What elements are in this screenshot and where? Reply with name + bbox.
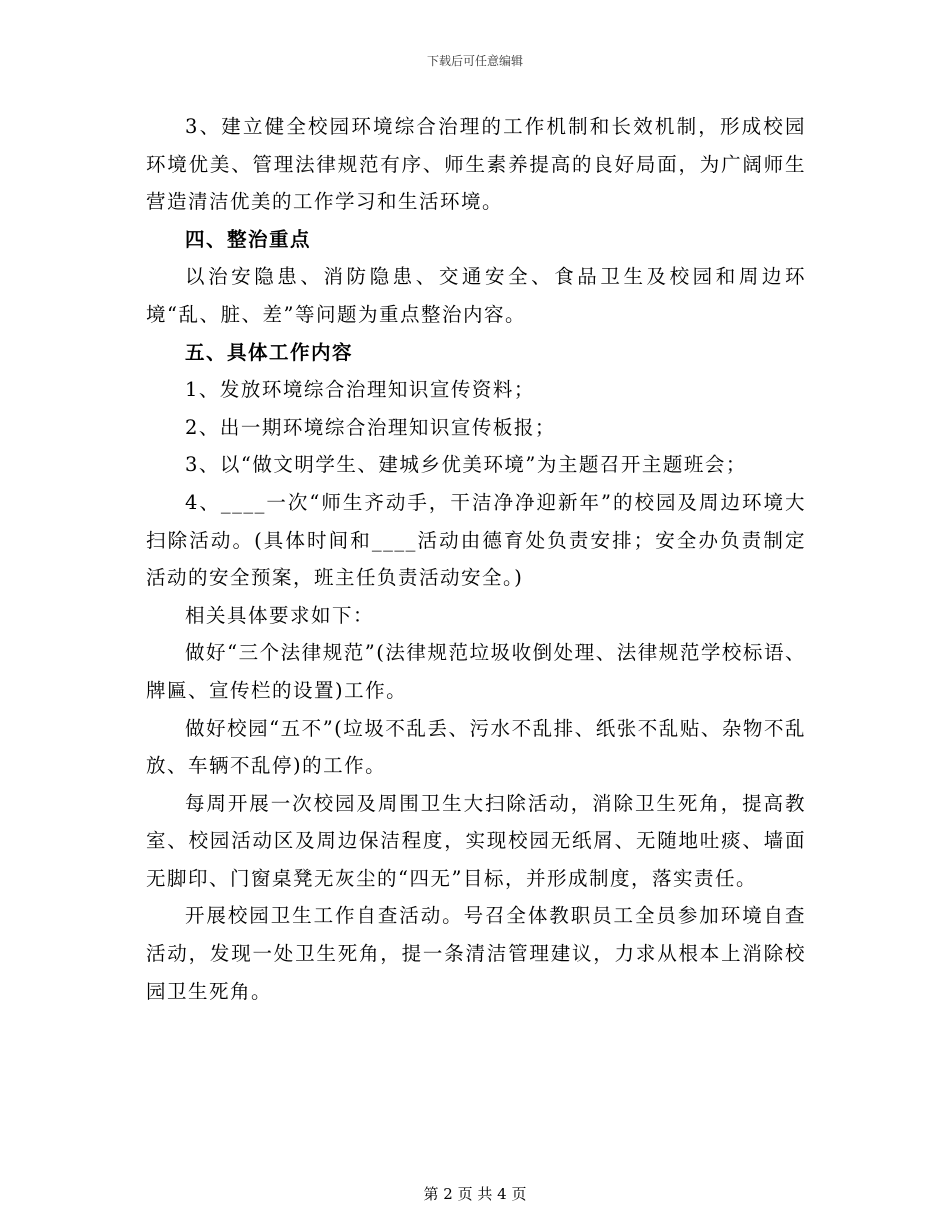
page-number: 第 2 页 共 4 页	[423, 1185, 527, 1203]
list-item-3: 3、以“做文明学生、建城乡优美环境”为主题召开主题班会；	[185, 453, 747, 477]
paragraph-weekly-cleanup: 每周开展一次校园及周围卫生大扫除活动，消除卫生死角，提高教室、校园活动区及周边保洁程度，实现校园无纸屑、无随地吐痰、墙面无脚印、门窗桌凳无灰尘的“四无”目标，并形成制度，落实责任。	[146, 791, 806, 890]
list-item-4: 4、____一次“师生齐动手，干洁净净迎新年”的校园及周边环境大扫除活动。(具体时间和____活动由德育处负责安排；安全办负责制定活动的安全预案，班主任负责活动安全。)	[146, 490, 806, 590]
paragraph-item-3: 3、建立健全校园环境综合治理的工作机制和长效机制，形成校园环境优美、管理法律规范有序、师生素养提高的良好局面，为广阔师生营造清洁优美的工作学习和生活环境。	[146, 115, 806, 214]
document-body	[146, 108, 806, 1010]
paragraph-self-inspection: 开展校园卫生工作自查活动。号召全体教职员工全员参加环境自查活动，发现一处卫生死角，提一条清洁管理建议，力求从根本上消除校园卫生死角。	[146, 904, 806, 1003]
page-header-note: 下载后可任意编辑	[426, 54, 523, 68]
section-heading-work-content: 五、具体工作内容	[185, 340, 354, 364]
paragraph-five-nots: 做好校园“五不”(垃圾不乱丢、污水不乱排、纸张不乱贴、杂物不乱放、车辆不乱停)的工作。	[146, 716, 806, 778]
section-heading-rectification-focus: 四、整治重点	[185, 227, 312, 251]
paragraph-three-standards: 做好“三个法律规范”(法律规范垃圾收倒处理、法律规范学校标语、牌匾、宣传栏的设置)工作。	[146, 641, 806, 702]
paragraph-rectification-focus: 以治安隐患、消防隐患、交通安全、食品卫生及校园和周边环境“乱、脏、差”等问题为重点整治内容。	[146, 265, 806, 326]
list-item-1: 1、发放环境综合治理知识宣传资料；	[185, 378, 535, 402]
list-item-2: 2、出一期环境综合治理知识宣传板报；	[185, 415, 556, 439]
paragraph-requirements-intro: 相关具体要求如下：	[185, 603, 375, 627]
